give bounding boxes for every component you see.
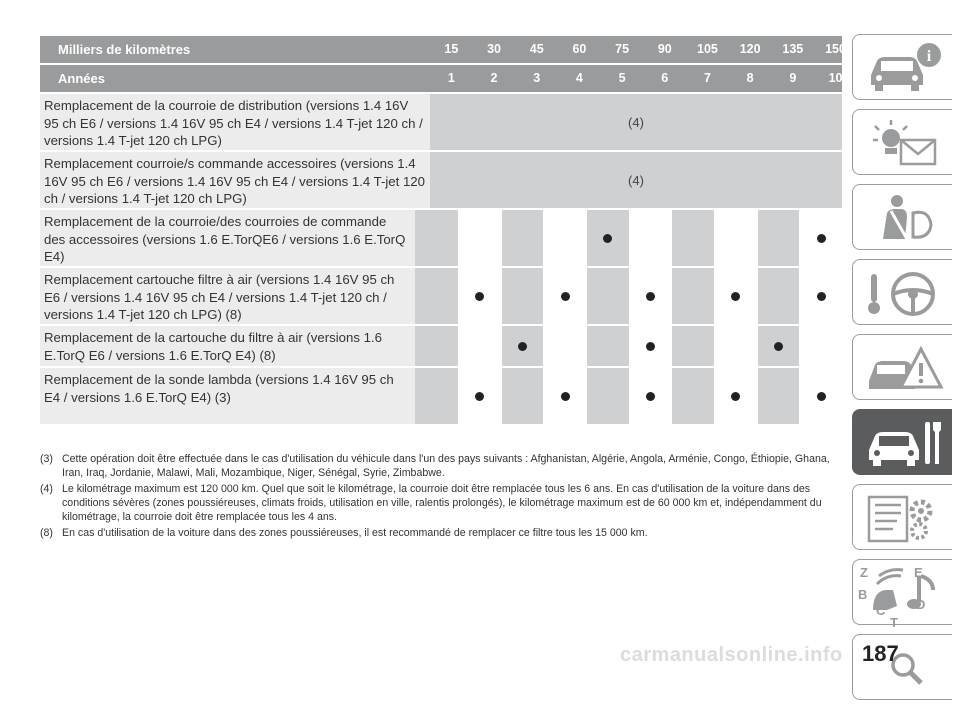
- header-km-cell-3: 45: [529, 42, 544, 56]
- maintenance-schedule-table: [40, 36, 846, 424]
- interval-cell: [671, 326, 714, 366]
- table-body: [40, 92, 842, 424]
- row-label: Remplacement cartouche filtre à air (versions 1.4 16V 95 ch E6 / versions 1.4 16V 95 ch E4 / versions 1.4 T-jet 120 ch / versions 1.4 T-jet 120 ch LPG) (8): [40, 268, 415, 324]
- interval-cell: [501, 326, 544, 366]
- accident-emergency-icon: [863, 341, 945, 395]
- car-service-icon: [863, 416, 945, 470]
- service-required-dot: [731, 292, 740, 301]
- interval-cell: [458, 368, 501, 424]
- service-required-dot: [561, 292, 570, 301]
- index-letter: B: [858, 587, 868, 602]
- interval-cell: [501, 368, 544, 424]
- interval-cell: [458, 210, 501, 266]
- row-label: Remplacement courroie/s commande accessoires (versions 1.4 16V 95 ch E6 / versions 1.4 16V 95 ch E4 / versions 1.4 T-jet 120 ch / versions 1.4 T-jet 120 ch LPG): [40, 152, 430, 208]
- footnote-number: (4): [40, 483, 53, 495]
- service-required-dot: [646, 392, 655, 401]
- interval-cell: [415, 326, 458, 366]
- header-year-cell-6: 6: [661, 71, 669, 85]
- index-letter: T: [890, 615, 898, 630]
- header-km-cell-10: 150: [825, 42, 846, 56]
- footnote: [40, 526, 842, 540]
- chapter-sidebar: [852, 34, 956, 709]
- header-year-cell-1: 1: [447, 71, 455, 85]
- index-letters: [852, 565, 952, 631]
- service-required-dot: [475, 392, 484, 401]
- interval-cell: [757, 210, 800, 266]
- service-required-dot: [646, 342, 655, 351]
- index-letter: C: [876, 603, 886, 618]
- interval-cell: [415, 268, 458, 324]
- technical-specs-icon: [863, 491, 945, 545]
- header-km-cell-8: 120: [739, 42, 761, 56]
- row-interval-cells: [430, 94, 842, 150]
- row-interval-cells: [415, 210, 842, 266]
- footnote-text: Le kilométrage maximum est 120 000 km. Quel que soit le kilométrage, la courroie doit être remplacée tous les 6 ans. En cas d'utilisation de la voiture dans des conditions sévères (zones poussiéreuses, climats froids, utilisation en ville, ralentis prolongés), le kilométrage maximum est de 60 000 km et, indépendamment du kilométrage, la courroie doit être remplacée tous les 4 ans.: [62, 483, 822, 523]
- header-row-years: [40, 63, 842, 92]
- header-year-cell-2: 2: [490, 71, 498, 85]
- interval-cell: [543, 368, 586, 424]
- table-row: [40, 150, 842, 208]
- interval-cell: [543, 210, 586, 266]
- interval-cell: [458, 268, 501, 324]
- interval-cell: [714, 326, 757, 366]
- tab-technical-specs[interactable]: [852, 484, 952, 550]
- row-interval-cells: [415, 326, 842, 366]
- interval-cell: [415, 368, 458, 424]
- row-label: Remplacement de la cartouche du filtre à air (versions 1.6 E.TorQ E6 / versions 1.6 E.TorQ E4) (8): [40, 326, 415, 366]
- interval-cell: [501, 210, 544, 266]
- index-letter: Z: [860, 565, 868, 580]
- interval-cell: [799, 268, 842, 324]
- service-required-dot: [817, 292, 826, 301]
- header-km-cell-4: 60: [572, 42, 587, 56]
- steering-wheel-icon: [863, 266, 945, 320]
- footnote: [40, 482, 842, 524]
- interval-cell: [458, 326, 501, 366]
- tab-emergency[interactable]: [852, 334, 952, 400]
- service-required-dot: [603, 234, 612, 243]
- service-required-dot: [646, 292, 655, 301]
- footnote-number: (3): [40, 453, 53, 465]
- header-years-label: Années: [58, 71, 105, 86]
- table-row: [40, 366, 842, 424]
- interval-cell: [799, 210, 842, 266]
- interval-cell: [501, 268, 544, 324]
- table-row: [40, 92, 842, 150]
- page-number: 187: [862, 641, 899, 666]
- row-span-note: (4): [430, 94, 842, 150]
- interval-cell: [629, 368, 672, 424]
- interval-cell: [586, 326, 629, 366]
- service-required-dot: [475, 292, 484, 301]
- header-km-cell-7: 105: [697, 42, 718, 56]
- row-span-note: (4): [430, 152, 842, 208]
- tab-car-info[interactable]: [852, 34, 952, 100]
- interval-cell: [799, 368, 842, 424]
- interval-cell: [757, 368, 800, 424]
- table-row: [40, 208, 842, 266]
- tab-starting-driving[interactable]: [852, 259, 952, 325]
- header-km-values: [430, 36, 857, 63]
- interval-cell: [757, 268, 800, 324]
- service-required-dot: [561, 392, 570, 401]
- header-km-cell-6: 90: [657, 42, 672, 56]
- interval-cell: [629, 268, 672, 324]
- interval-cell: [586, 210, 629, 266]
- interval-cell: [586, 368, 629, 424]
- service-required-dot: [731, 392, 740, 401]
- footnote: [40, 452, 842, 480]
- row-interval-cells: [415, 268, 842, 324]
- row-label: Remplacement de la courroie de distribution (versions 1.4 16V 95 ch E6 / versions 1.4 16V 95 ch E4 / versions 1.4 T-jet 120 ch / versions 1.4 T-jet 120 ch LPG): [40, 94, 430, 150]
- svg-text:i: i: [926, 48, 932, 65]
- interval-cell: [629, 326, 672, 366]
- footnote-text: En cas d'utilisation de la voiture dans des zones poussiéreuses, il est recommandé de remplacer ce filtre tous les 15 000 km.: [62, 527, 648, 539]
- header-km-cell-2: 30: [487, 42, 501, 56]
- interval-cell: [757, 326, 800, 366]
- tab-warning-lights[interactable]: [852, 109, 952, 175]
- interval-cell: [586, 268, 629, 324]
- service-required-dot: [817, 392, 826, 401]
- interval-cell: [714, 210, 757, 266]
- service-required-dot: [774, 342, 783, 351]
- header-year-cell-8: 8: [746, 71, 754, 85]
- row-interval-cells: [415, 368, 842, 424]
- service-required-dot: [518, 342, 527, 351]
- airbag-safety-icon: [863, 191, 945, 245]
- header-km-label: Milliers de kilomètres: [58, 42, 191, 57]
- header-year-cell-7: 7: [703, 71, 711, 85]
- interval-cell: [543, 268, 586, 324]
- index-letter: E: [914, 565, 923, 580]
- interval-cell: [415, 210, 458, 266]
- header-year-cell-9: 9: [789, 71, 797, 85]
- header-year-cell-10: 10: [828, 71, 843, 85]
- interval-cell: [671, 368, 714, 424]
- header-year-cell-4: 4: [575, 71, 583, 85]
- header-km-cell-9: 135: [782, 42, 804, 56]
- index-letter: D: [916, 597, 926, 612]
- row-interval-cells: [430, 152, 842, 208]
- header-year-cell-3: 3: [533, 71, 541, 85]
- interval-cell: [543, 326, 586, 366]
- footnote-text: Cette opération doit être effectuée dans le cas d'utilisation du véhicule dans l'un des pays suivants : Afghanistan, Algérie, Angola, Arménie, Congo, Éthiopie, Ghana, Iran, Iraq, Jordanie, Malawi, Mali, Mozambique, Niger, Sénégal, Syrie, Zimbabwe.: [62, 453, 830, 479]
- header-years-values: [430, 65, 857, 92]
- interval-cell: [629, 210, 672, 266]
- interval-cell: [671, 268, 714, 324]
- row-label: Remplacement de la sonde lambda (versions 1.4 16V 95 ch E4 / versions 1.6 E.TorQ E4) (3): [40, 368, 415, 424]
- tab-safety[interactable]: [852, 184, 952, 250]
- interval-cell: [714, 268, 757, 324]
- tab-servicing-care[interactable]: [852, 409, 952, 475]
- interval-cell: [799, 326, 842, 366]
- header-year-cell-5: 5: [618, 71, 626, 85]
- header-km-cell-1: 15: [444, 42, 459, 56]
- table-row: [40, 266, 842, 324]
- footnotes: [40, 452, 842, 542]
- interval-cell: [671, 210, 714, 266]
- footnote-number: (8): [40, 527, 53, 539]
- header-km-cell-5: 75: [615, 42, 630, 56]
- row-label: Remplacement de la courroie/des courroies de commande des accessoires (versions 1.6 E.TorQE6 / versions 1.6 E.TorQ E4): [40, 210, 415, 266]
- interval-cell: [714, 368, 757, 424]
- warning-lights-icon: [863, 116, 945, 170]
- header-row-km: [40, 36, 846, 63]
- watermark: carmanualsonline.info: [620, 644, 843, 666]
- table-row: [40, 324, 842, 366]
- car-info-icon: [863, 41, 945, 95]
- service-required-dot: [817, 234, 826, 243]
